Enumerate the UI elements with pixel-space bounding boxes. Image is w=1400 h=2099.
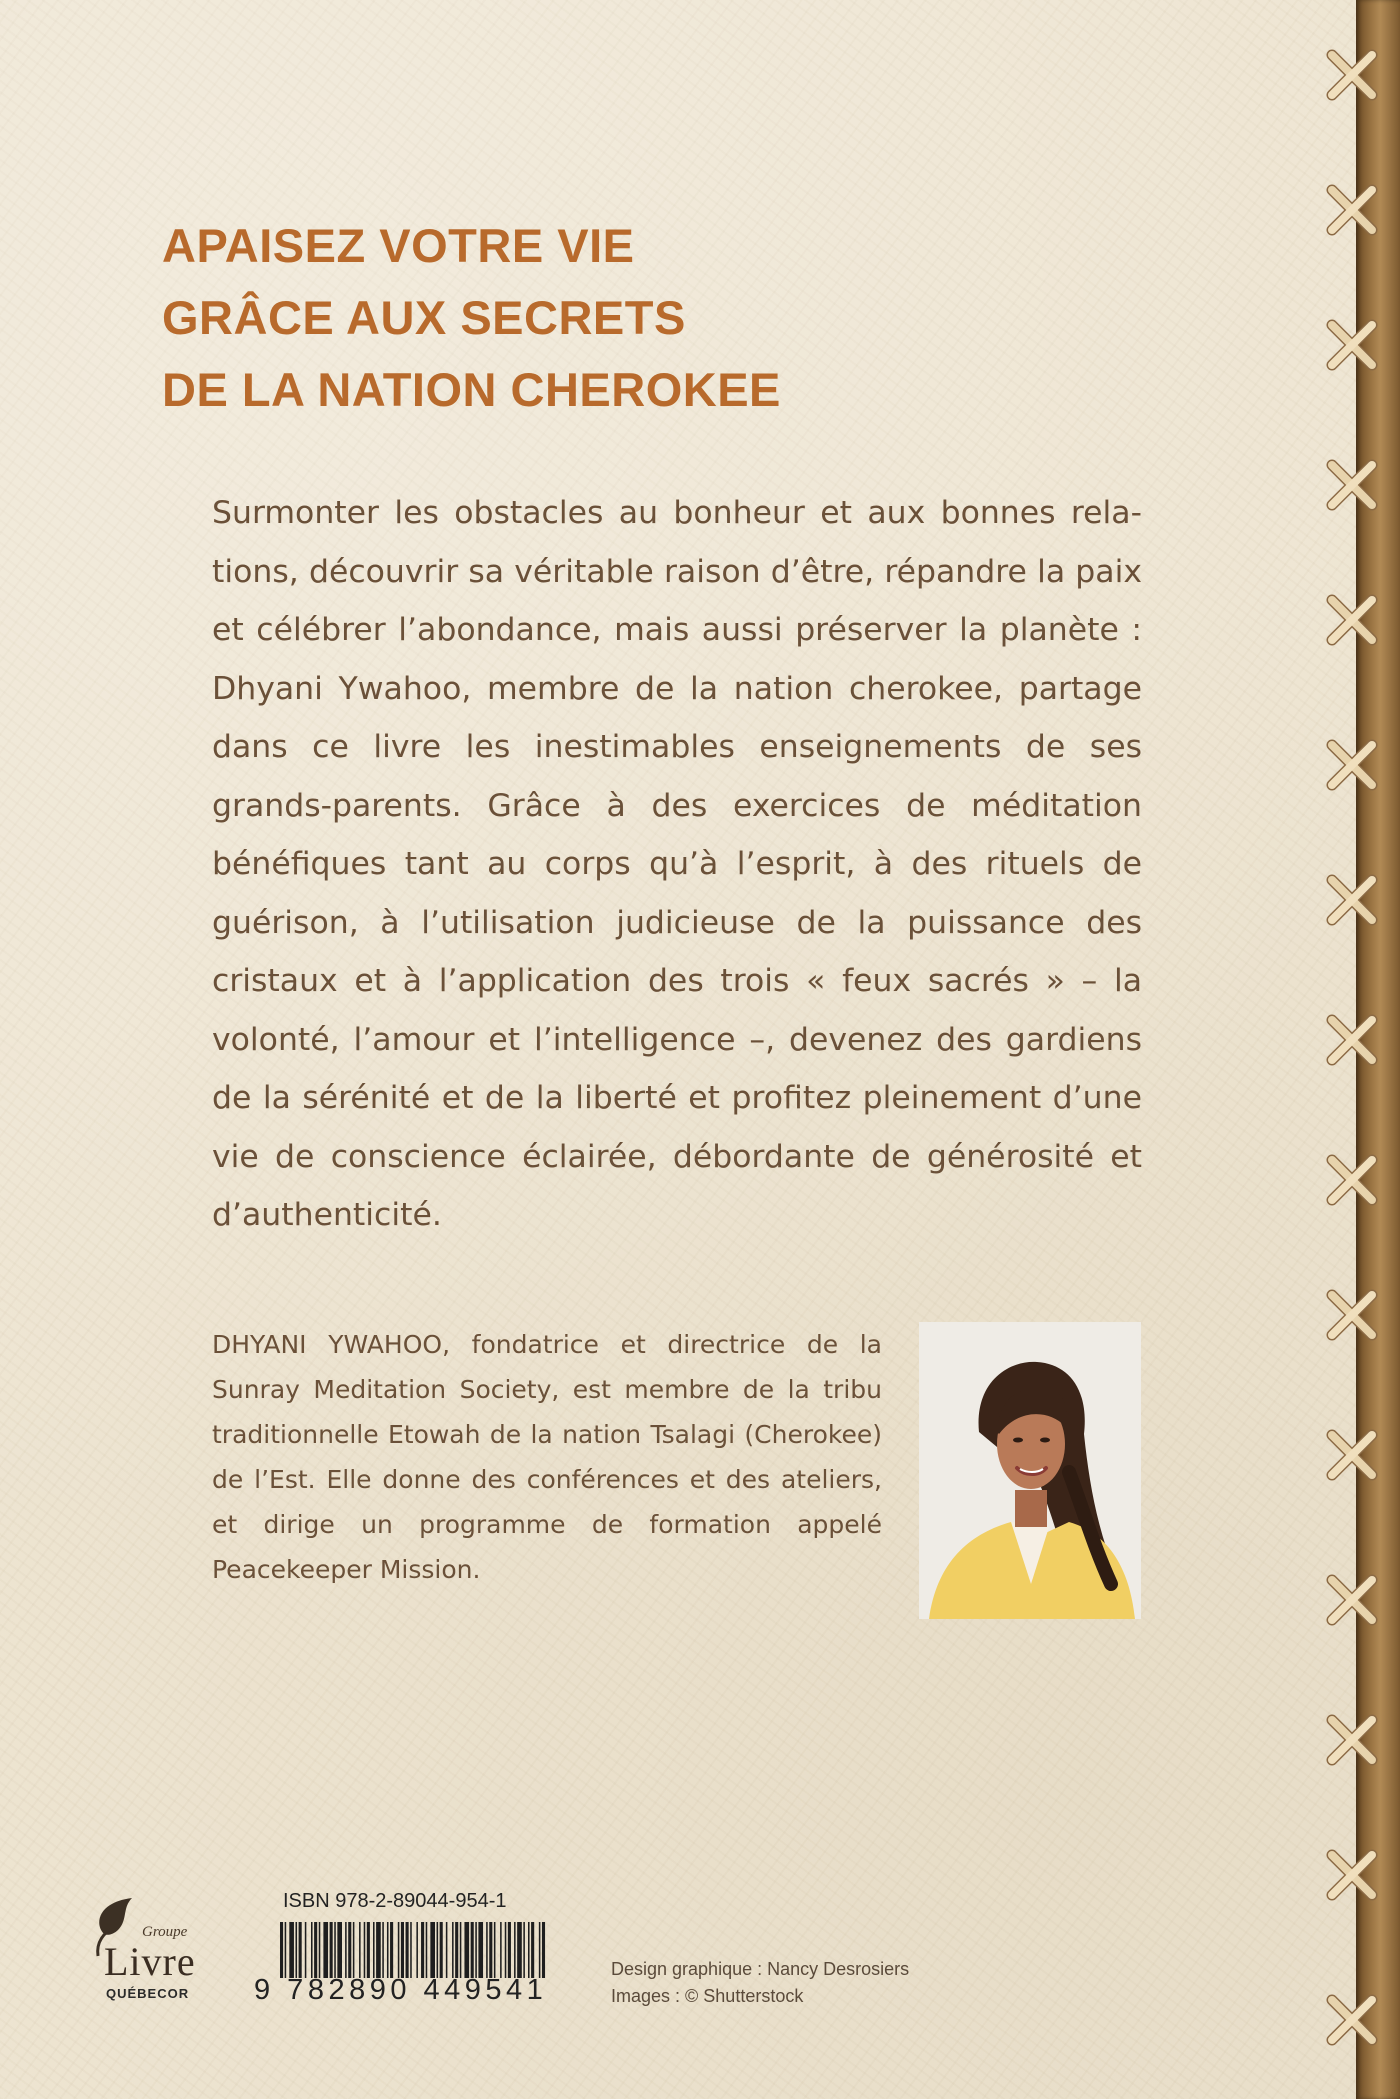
- stitch-cross-icon: [1322, 1285, 1382, 1345]
- stitch-cross-icon: [1322, 315, 1382, 375]
- headline: [162, 210, 781, 426]
- stitch-cross-icon: [1322, 180, 1382, 240]
- logo-quebecor-text: QUÉBECOR: [106, 1986, 190, 2001]
- publisher-logo: [84, 1894, 214, 2006]
- logo-livre-text: Livre: [104, 1939, 196, 1984]
- barcode-digits: 9 782890 449541: [254, 1974, 548, 2006]
- stitch-cross-icon: [1322, 1710, 1382, 1770]
- headline-line-3: DE LA NATION CHEROKEE: [162, 363, 781, 416]
- stitch-cross-icon: [1322, 1150, 1382, 1210]
- stitch-cross-icon: [1322, 1425, 1382, 1485]
- stitch-cross-icon: [1322, 455, 1382, 515]
- stitch-cross-icon: [1322, 1845, 1382, 1905]
- stitch-cross-icon: [1322, 1570, 1382, 1630]
- stitch-cross-icon: [1322, 1990, 1382, 2050]
- author-photo: [919, 1322, 1141, 1619]
- headline-line-2: GRÂCE AUX SECRETS: [162, 291, 686, 344]
- credits: [611, 1956, 909, 2010]
- book-description: Surmonter les obstacles au bonheur et aux bonnes relations, découvrir sa véritable raison d’être, répandre la paix et célébrer l’abondance, mais aussi préserver la planète : Dhyani Ywahoo, membre de la nation cherokee, partage dans ce livre les inestimables enseignements de ses grands-parents. Grâce à des exercices de méditation bénéfiques tant au corps qu’à l’esprit, à des rituels de guérison, à l’utilisation judicieuse de la puissance des cristaux et à l’application des trois « feux sacrés » – la volonté, l’amour et l’intelligence –, devenez des gardiens de la sérénité et de la liberté et profitez pleinement d’une vie de conscience éclairée, débordante de générosité et d’authenticité.: [212, 495, 1142, 1233]
- stitch-cross-icon: [1322, 735, 1382, 795]
- logo-groupe-text: Groupe: [142, 1924, 188, 1940]
- isbn-label: ISBN 978-2-89044-954-1: [283, 1890, 507, 1912]
- headline-line-1: APAISEZ VOTRE VIE: [162, 219, 635, 272]
- stitch-cross-icon: [1322, 1010, 1382, 1070]
- author-bio: DHYANI YWAHOO, fondatrice et directrice de la Sunray Meditation Society, est membre de la tribu traditionnelle Etowah de la nation Tsalagi (Cherokee) de l’Est. Elle donne des conférences et des ateliers, et dirige un programme de formation appelé Peacekeeper Mission.: [212, 1330, 882, 1584]
- images-credit: Images : © Shutterstock: [611, 1986, 804, 2006]
- design-credit: Design graphique : Nancy Desrosiers: [611, 1959, 910, 1979]
- isbn-barcode: [250, 1890, 550, 2014]
- barcode-bars: [280, 1922, 546, 1978]
- stitch-cross-icon: [1322, 45, 1382, 105]
- stitch-cross-icon: [1322, 590, 1382, 650]
- stitch-cross-icon: [1322, 870, 1382, 930]
